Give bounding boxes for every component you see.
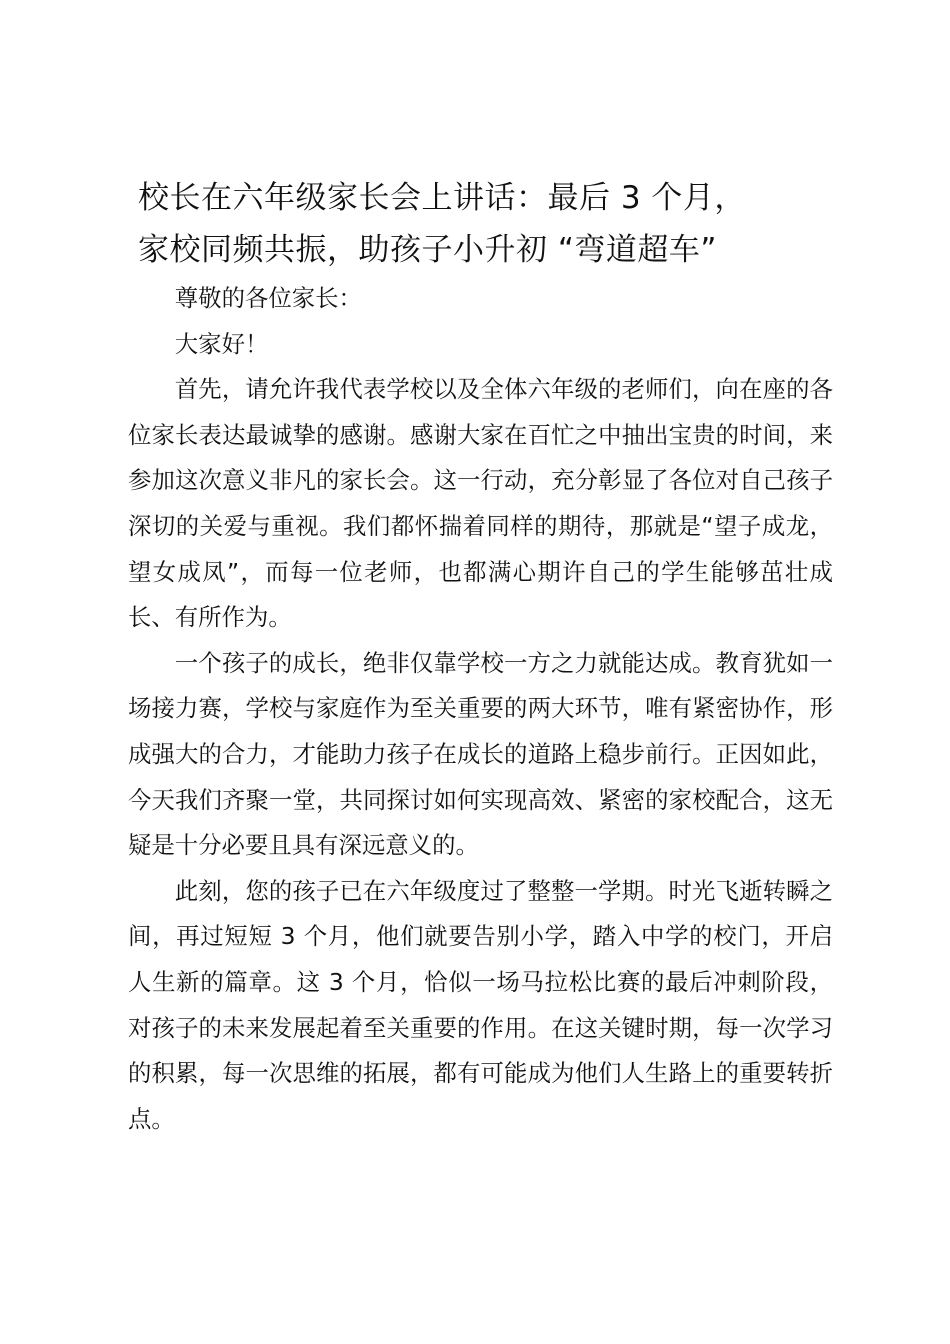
paragraph-3: 此刻，您的孩子已在六年级度过了整整一学期。时光飞逝转瞬之间，再过短短 3 个月，他们就要告别小学，踏入中学的校门，开启人生新的篇章。这 3 个月，恰似一场马拉松比赛的最后冲刺阶段，对孩子的未来发展起着至关重要的作用。在这关键时期，每一次学习的积累，每一次思维的拓展，都有可能成为他们人生路上的重要转折点。: [128, 876, 833, 1133]
paragraph-2: 一个孩子的成长，绝非仅靠学校一方之力就能达成。教育犹如一场接力赛，学校与家庭作为至关重要的两大环节，唯有紧密协作，形成强大的合力，才能助力孩子在成长的道路上稳步前行。正因如此，今天我们齐聚一堂，共同探讨如何实现高效、紧密的家校配合，这无疑是十分必要且具有深远意义的。: [128, 648, 833, 860]
salutation-line: 大家好！: [174, 329, 269, 358]
paragraph-1: 首先，请允许我代表学校以及全体六年级的老师们，向在座的各位家长表达最诚挚的感谢。感谢大家在百忙之中抽出宝贵的时间，来参加这次意义非凡的家长会。这一行动，充分彰显了各位对自己孩子深切的关爱与重视。我们都怀揣着同样的期待，那就是“望子成龙，望女成凤”，而每一位老师，也都满心期许自己的学生能够茁壮成长、有所作为。: [128, 375, 833, 632]
document-body: [128, 276, 833, 1142]
title-line-1: 校长在六年级家长会上讲话：最后 3 个月，: [138, 180, 746, 216]
greeting-line: 尊敬的各位家长：: [174, 284, 362, 312]
document-title: [138, 172, 838, 276]
title-line-2: 家校同频共振，助孩子小升初 “弯道超车”: [138, 232, 717, 268]
